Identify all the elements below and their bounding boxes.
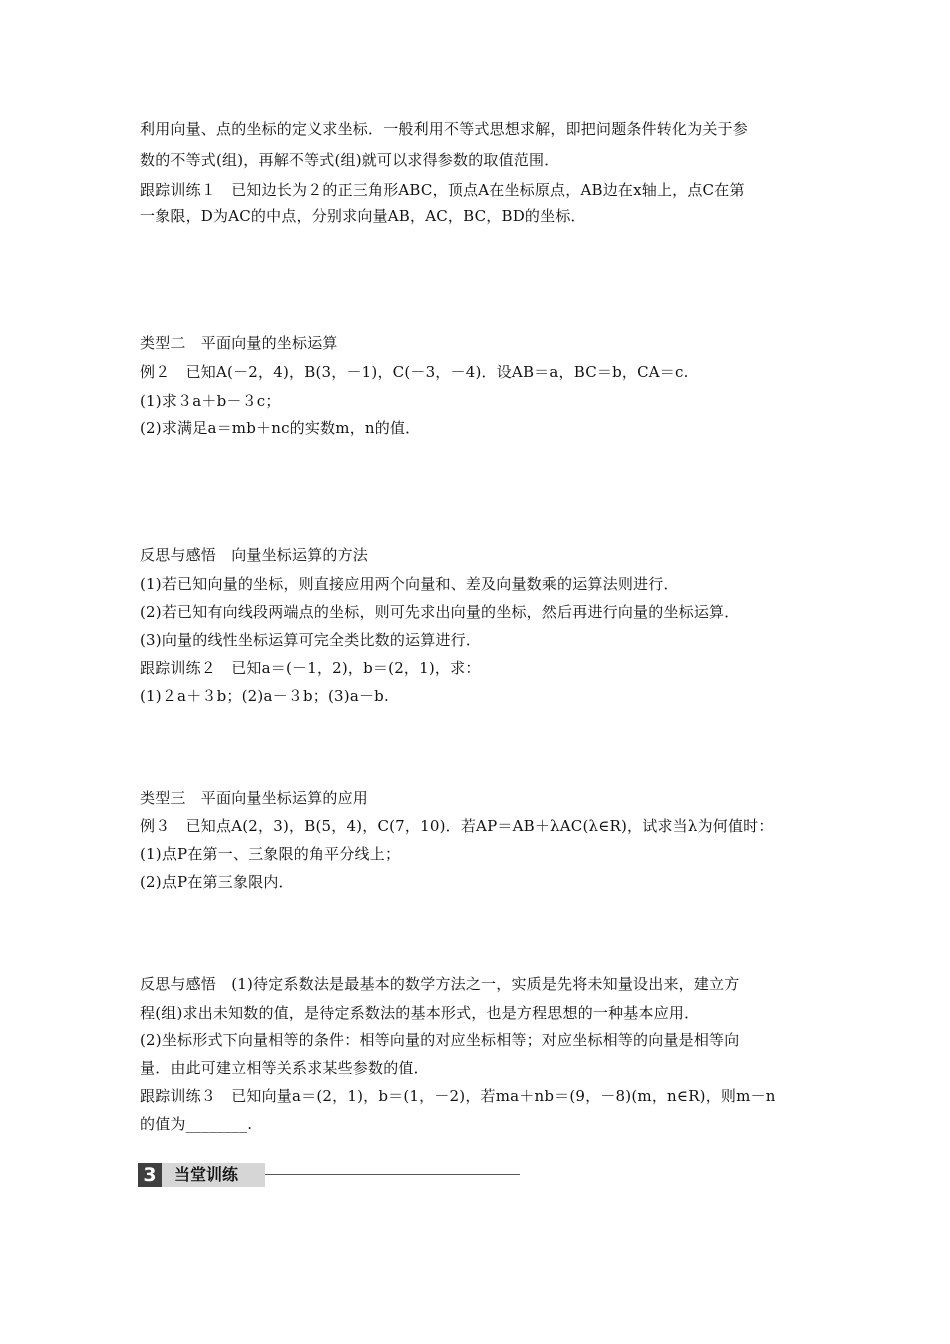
text-line: 数的不等式(组)，再解不等式(组)就可以求得参数的取值范围． [140,151,560,169]
section-number-badge: 3 [138,1163,162,1187]
text-line: (1)点P在第一、三象限的角平分线上； [140,845,401,863]
text-line: 程(组)求出未知数的值，是待定系数法的基本形式，也是方程思想的一种基本应用． [140,1004,700,1022]
text-line: (2)点P在第三象限内． [140,873,294,891]
text-line: (1)求３a＋b－３c； [140,392,281,410]
text-line: 利用向量、点的坐标的定义求坐标．一般利用不等式思想求解，即把问题条件转化为关于参 [140,120,749,138]
text-line: (2)坐标形式下向量相等的条件：相等向量的对应坐标相等；对应坐标相等的向量是相等向 [140,1031,740,1049]
text-line: 例２ 已知A(－2，4)，B(3，－1)，C(－3，－4)．设AB＝a，BC＝b，CA＝c. [140,363,689,381]
text-line: (2)若已知有向线段两端点的坐标，则可先求出向量的坐标，然后再进行向量的坐标运算． [140,603,740,621]
section-heading [138,1163,528,1187]
text-line: 类型二 平面向量的坐标运算 [140,334,338,352]
text-line: 量．由此可建立相等关系求某些参数的值． [140,1059,429,1077]
text-line: 一象限，D为AC的中点，分别求向量AB，AC，BC，BD的坐标． [140,207,586,225]
text-line: (1)若已知向量的坐标，则直接应用两个向量和、差及向量数乘的运算法则进行． [140,575,679,593]
text-line: 的值为________. [140,1115,253,1133]
text-line: 反思与感悟 向量坐标运算的方法 [140,546,369,564]
section-divider [265,1174,520,1175]
text-line: 类型三 平面向量坐标运算的应用 [140,789,369,807]
text-line: (1)２a＋３b；(2)a－３b；(3)a－b. [140,687,389,705]
text-line: (2)求满足a＝mb＋nc的实数m，n的值． [140,419,421,437]
text-line: 跟踪训练１ 已知边长为２的正三角形ABC，顶点A在坐标原点，AB边在x轴上，点C在第 [140,181,745,199]
text-line: 反思与感悟 (1)待定系数法是最基本的数学方法之一，实质是先将未知量设出来，建立方 [140,975,740,993]
text-line: (3)向量的线性坐标运算可完全类比数的运算进行． [140,631,482,649]
section-title: 当堂训练 [162,1163,265,1187]
text-line: 例３ 已知点A(2，3)，B(5，4)，C(7，10)．若AP＝AB＋λAC(λ∈R)，试求当λ为何值时： [140,817,774,835]
text-line: 跟踪训练２ 已知a＝(－1，2)，b＝(2，1)，求： [140,659,481,677]
text-line: 跟踪训练３ 已知向量a＝(2，1)，b＝(1，－2)，若ma＋nb＝(9，－8)(m，n∈R)，则m－n [140,1087,776,1105]
